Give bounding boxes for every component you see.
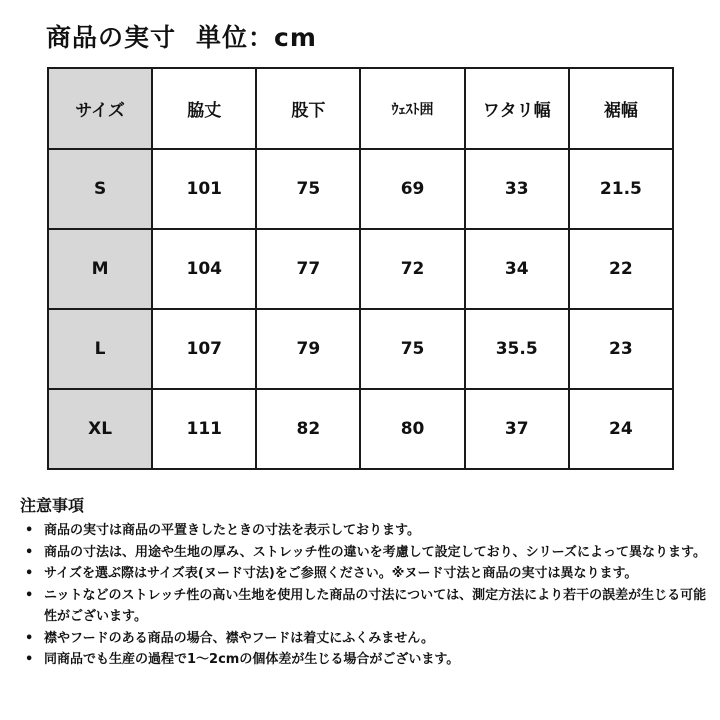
table-header-row xyxy=(48,68,673,149)
list-item xyxy=(20,649,710,671)
notes-heading: 注意事項 xyxy=(20,496,85,515)
value-cell: 101 xyxy=(152,149,256,229)
header-inseam: 股下 xyxy=(256,68,360,149)
note-text: 商品の寸法は、用途や生地の厚み、ストレッチ性の違いを考慮して設定しており、シリーズによって異なります。 xyxy=(44,544,706,560)
header-thigh-width: ワタリ幅 xyxy=(465,68,569,149)
list-item xyxy=(20,628,710,650)
note-text: サイズを選ぶ際はサイズ表(ヌード寸法)をご参照ください。※ヌード寸法と商品の実寸は異なります。 xyxy=(44,566,638,581)
value-cell: 33 xyxy=(465,149,569,229)
value-cell: 82 xyxy=(256,389,360,469)
value-cell: 21.5 xyxy=(569,149,673,229)
page-title xyxy=(46,18,317,54)
unit-label: 単位：cm xyxy=(196,23,317,52)
bullet-icon: • xyxy=(25,566,34,581)
size-cell: S xyxy=(48,149,152,229)
size-cell: M xyxy=(48,229,152,309)
bullet-icon: • xyxy=(25,652,34,667)
list-item xyxy=(20,542,710,564)
size-cell: XL xyxy=(48,389,152,469)
header-hem-width: 裾幅 xyxy=(569,68,673,149)
value-cell: 23 xyxy=(569,309,673,389)
value-cell: 104 xyxy=(152,229,256,309)
note-text: 同商品でも生産の過程で1〜2cmの個体差が生じる場合がございます。 xyxy=(44,652,460,667)
size-table xyxy=(47,67,674,470)
header-waist: ｳｪｽﾄ囲 xyxy=(360,68,464,149)
table-row xyxy=(48,309,673,389)
value-cell: 22 xyxy=(569,229,673,309)
value-cell: 75 xyxy=(256,149,360,229)
value-cell: 72 xyxy=(360,229,464,309)
note-text: 襟やフードのある商品の場合、襟やフードは着丈にふくみません。 xyxy=(44,630,435,646)
table-row xyxy=(48,389,673,469)
table-row xyxy=(48,149,673,229)
note-text: ニットなどのストレッチ性の高い生地を使用した商品の寸法については、測定方法により若干の誤差が生じる可能性がございます。 xyxy=(44,587,707,624)
bullet-icon: • xyxy=(25,587,34,603)
value-cell: 75 xyxy=(360,309,464,389)
value-cell: 80 xyxy=(360,389,464,469)
table-row xyxy=(48,229,673,309)
value-cell: 79 xyxy=(256,309,360,389)
value-cell: 77 xyxy=(256,229,360,309)
value-cell: 37 xyxy=(465,389,569,469)
value-cell: 34 xyxy=(465,229,569,309)
size-cell: L xyxy=(48,309,152,389)
bullet-icon: • xyxy=(25,523,34,538)
title-text: 商品の実寸 xyxy=(46,23,177,52)
list-item xyxy=(20,563,710,585)
value-cell: 107 xyxy=(152,309,256,389)
list-item xyxy=(20,585,710,628)
header-side-length: 脇丈 xyxy=(152,68,256,149)
value-cell: 69 xyxy=(360,149,464,229)
header-size: サイズ xyxy=(48,68,152,149)
list-item xyxy=(20,520,710,542)
value-cell: 35.5 xyxy=(465,309,569,389)
value-cell: 24 xyxy=(569,389,673,469)
notes-list xyxy=(20,520,710,671)
note-text: 商品の実寸は商品の平置きしたときの寸法を表示しております。 xyxy=(44,523,420,538)
bullet-icon: • xyxy=(25,544,34,560)
notes-section xyxy=(20,493,710,671)
bullet-icon: • xyxy=(25,630,34,646)
value-cell: 111 xyxy=(152,389,256,469)
